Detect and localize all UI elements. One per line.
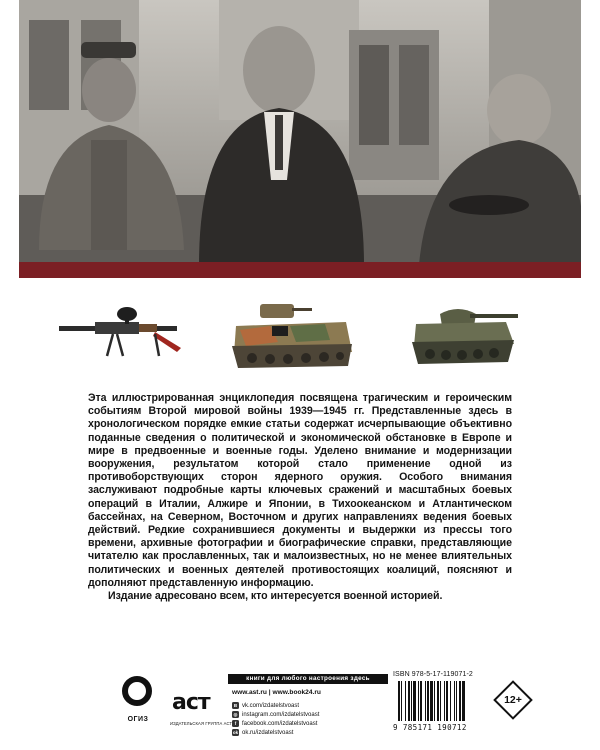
publisher-links <box>232 689 392 737</box>
facebook-icon: f <box>232 720 239 727</box>
sherman-tank-illustration <box>410 300 520 370</box>
machine-gun-illustration <box>55 300 185 360</box>
social-link-ok[interactable] <box>232 728 392 737</box>
ok-icon: ok <box>232 730 239 735</box>
barcode-number: 9 785171 190712 <box>393 723 467 732</box>
vk-icon: В <box>233 703 238 708</box>
social-link-instagram[interactable] <box>232 710 392 719</box>
social-link-text: instagram.com/izdatelstvoast <box>242 711 320 718</box>
social-link-vk[interactable] <box>232 701 392 710</box>
ast-logo-text: аст <box>172 690 210 715</box>
website-link[interactable]: www.ast.ru | www.book24.ru <box>232 689 321 696</box>
ogiz-logo <box>120 676 164 734</box>
camouflage-tank-illustration <box>230 296 355 371</box>
barcode <box>398 681 486 727</box>
ogiz-ring-icon <box>122 676 152 706</box>
social-link-text: vk.com/izdatelstvoast <box>242 702 300 709</box>
annotation-text <box>88 392 512 603</box>
photo-accent-band <box>19 262 581 278</box>
ast-logo <box>170 676 233 736</box>
instagram-icon: ◎ <box>233 712 238 717</box>
annotation-paragraph: Эта иллюстрированная энциклопедия посвящена трагическим и героическим событиям Второй мировой войны 1939—1945 гг. Представленные здесь в хронологическом порядке емкие статьи содержат исчерпывающие объективно поданные сведения о политической и экономической обстановке в Европе и мире в предвоенные и военные годы. Уделено внимание и модернизации вооружения, результатом которой стало применение одной из противоборствующих сторон ядерного оружия. Особого внимания заслуживают подробные карты ключевых сражений и масштабных боевых операций в Италии, Алжире и Японии, в Тихоокеанском и Атлантическом бассейнах, на Северном, Восточном и других направлениях ведения боевых действий. Редкие сохранившиеся документы и выдержки из прессы того времени, архивные фотографии и биографические справки, представляющие читателю как прославленных, так и малоизвестных, но не менее влиятельных политических и военных деятелей противостоящих коалиций, поясняют и дополняют представленную информацию. <box>88 392 512 589</box>
slogan-banner: книги для любого настроения здесь <box>228 674 388 684</box>
isbn-number: ISBN 978-5-17-119071-2 <box>393 671 473 678</box>
social-link-facebook[interactable] <box>232 719 392 728</box>
annotation-paragraph: Издание адресовано всем, кто интересуется военной историей. <box>108 590 443 603</box>
ogiz-label: ОГИЗ <box>127 716 149 723</box>
social-link-text: ok.ru/izdatelstvoast <box>242 729 294 736</box>
historic-photo <box>19 0 581 278</box>
age-rating-label: 12+ <box>504 694 522 706</box>
age-rating-badge <box>492 679 534 721</box>
social-link-text: facebook.com/izdatelstvoast <box>242 720 318 727</box>
ast-logo-caption: ИЗДАТЕЛЬСКАЯ ГРУППА АСТ <box>170 721 233 726</box>
